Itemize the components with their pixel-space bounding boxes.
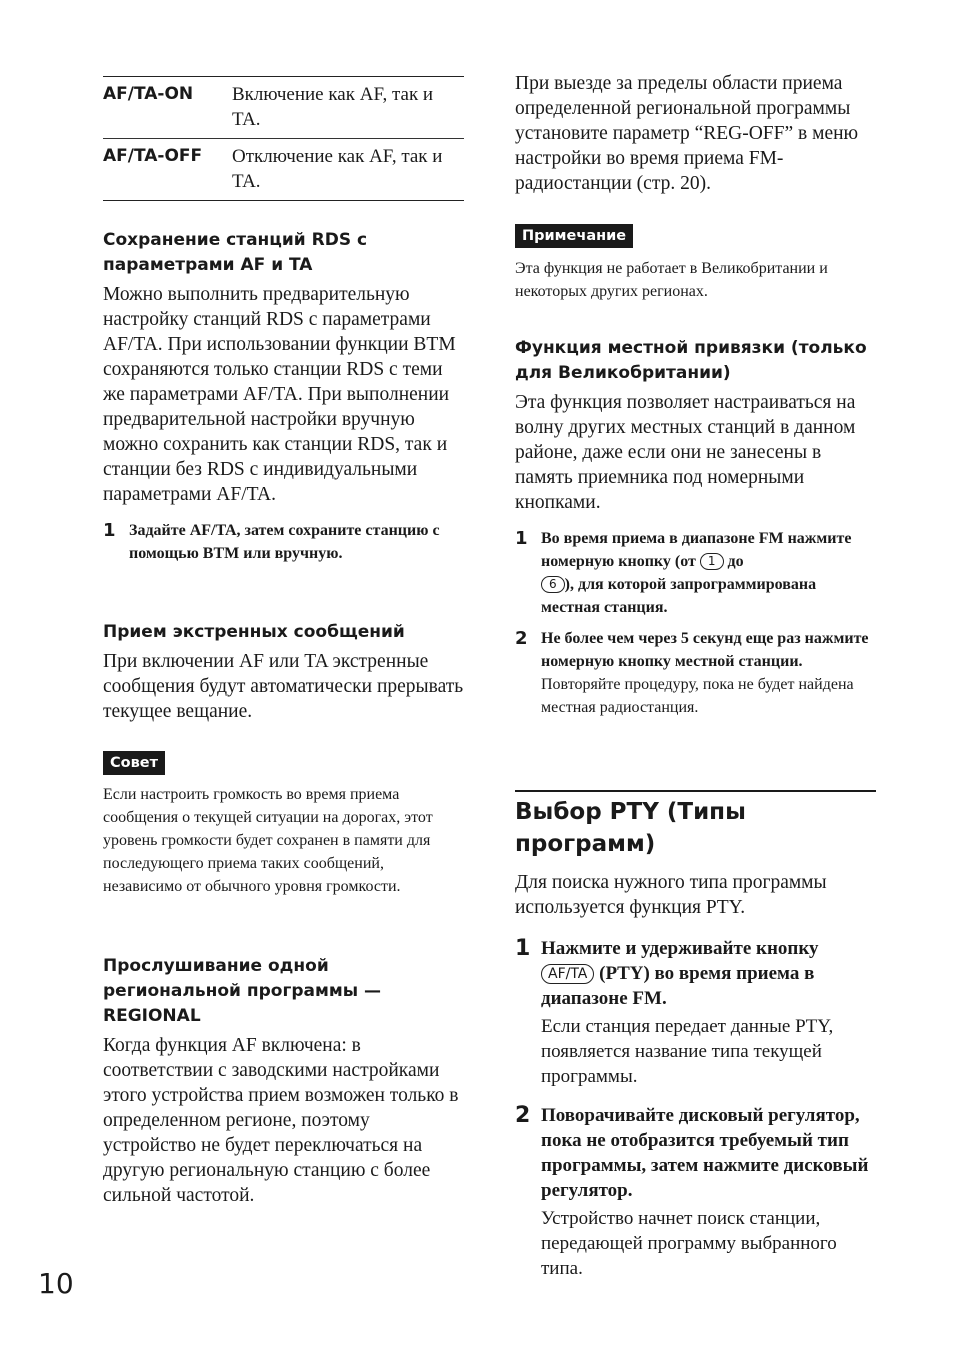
regional-text: Когда функция AF включена: в соответствии с заводскими настройками этого устройства прием возможен только в определенном регионе, поэтому устройство не будет переключаться на другую региональную станцию с более сильной частотой. xyxy=(103,1035,459,1206)
regional-section xyxy=(103,954,464,1208)
step-text-part: Во время приема в диапазоне FM нажмите номерную кнопку (от xyxy=(541,530,852,570)
page-number: 10 xyxy=(38,1267,74,1300)
rds-heading: Сохранение станций RDS с параметрами AF и TA xyxy=(103,230,368,275)
af-ta-key: AF/TA-ON xyxy=(103,84,194,104)
step-content xyxy=(541,1103,876,1281)
local-link-section xyxy=(515,336,876,719)
regional-heading: Прослушивание одной региональной программы — REGIONAL xyxy=(103,956,382,1026)
step-text: Задайте AF/TA, затем сохраните станцию с помощью BTM или вручную. xyxy=(129,522,440,562)
local-link-heading: Функция местной привязки (только для Великобритании) xyxy=(515,338,867,383)
regional-continued-text: При выезде за пределы области приема определенной региональной программы установите параметр “REG-OFF” в меню настройки во время приема FM-радиостанции (стр. 20). xyxy=(515,73,859,194)
step-number: 1 xyxy=(103,520,116,541)
af-ta-value: Отключение как AF, так и TA. xyxy=(232,146,443,192)
af-ta-row xyxy=(103,77,464,138)
step-text-part: Нажмите и удерживайте кнопку xyxy=(541,938,819,959)
emergency-text: При включении AF или TA экстренные сообщения будут автоматически прерывать текущее вещание. xyxy=(103,651,464,722)
step-content xyxy=(541,627,876,719)
step-text xyxy=(541,527,876,619)
af-ta-button-icon: AF/TA xyxy=(541,964,594,984)
pty-heading: Выбор PTY (Типы программ) xyxy=(515,799,746,857)
note-label: Примечание xyxy=(515,224,633,248)
tip-text: Если настроить громкость во время приема сообщения о текущей ситуации на дорогах, этот уровень громкости будет сохранен в памяти для последующего приема таких сообщений, независимо от обычного уровня громкости. xyxy=(103,786,433,895)
step-text-part: ), для которой запрограммирована местная станция. xyxy=(541,576,817,616)
step-description: Устройство начнет поиск станции, передающей программу выбранного типа. xyxy=(541,1208,837,1279)
step-text: Не более чем через 5 секунд еще раз нажмите номерную кнопку местной станции. xyxy=(541,630,869,670)
local-step-1 xyxy=(515,527,876,619)
regional-continued xyxy=(515,71,876,196)
note-section xyxy=(515,224,876,303)
pty-step-1 xyxy=(515,936,876,1089)
tip-section xyxy=(103,751,464,898)
note-text: Эта функция не работает в Великобритании и некоторых других регионах. xyxy=(515,260,828,300)
rds-section xyxy=(103,228,464,565)
step-number: 2 xyxy=(515,628,528,649)
step-text-part: (PTY) во время приема в диапазоне FM. xyxy=(541,963,815,1009)
step-content xyxy=(541,936,876,1089)
preset-1-button-icon: 1 xyxy=(700,553,724,570)
pty-intro: Для поиска нужного типа программы используется функция PTY. xyxy=(515,872,827,918)
step-number: 1 xyxy=(515,936,531,961)
emergency-section xyxy=(103,620,464,724)
step-description: Если станция передает данные PTY, появляется название типа текущей программы. xyxy=(541,1016,834,1087)
pty-section xyxy=(515,796,876,1281)
pty-step-2 xyxy=(515,1103,876,1281)
local-step-2 xyxy=(515,627,876,719)
local-link-text: Эта функция позволяет настраиваться на волну других местных станций в данном районе, даже если они не занесены в память приемника под номерными кнопками. xyxy=(515,392,856,513)
rds-text: Можно выполнить предварительную настройку станций RDS с параметрами AF/TA. При использовании функции BTM сохраняются только станции RDS с теми же параметрами AF/TA. При выполнении предварительной настройки вручную можно сохранить как станции RDS, так и станции без RDS с индивидуальными параметрами AF/TA. xyxy=(103,284,456,505)
step-number: 1 xyxy=(515,528,528,549)
step-description: Повторяйте процедуру, пока не будет найдена местная радиостанция. xyxy=(541,676,854,716)
af-ta-table xyxy=(103,76,464,201)
af-ta-key: AF/TA-OFF xyxy=(103,146,203,166)
step-text-part: до xyxy=(727,553,744,570)
af-ta-row xyxy=(103,138,464,200)
step-number: 2 xyxy=(515,1103,531,1128)
section-divider xyxy=(515,790,876,792)
emergency-heading: Прием экстренных сообщений xyxy=(103,622,405,642)
step-text xyxy=(541,936,876,1011)
af-ta-value: Включение как AF, так и TA. xyxy=(232,84,434,130)
step-text: Поворачивайте дисковый регулятор, пока не отобразится требуемый тип программы, затем нажмите дисковый регулятор. xyxy=(541,1105,869,1201)
preset-6-button-icon: 6 xyxy=(541,576,565,593)
rds-step xyxy=(103,519,464,565)
tip-label: Совет xyxy=(103,751,165,775)
